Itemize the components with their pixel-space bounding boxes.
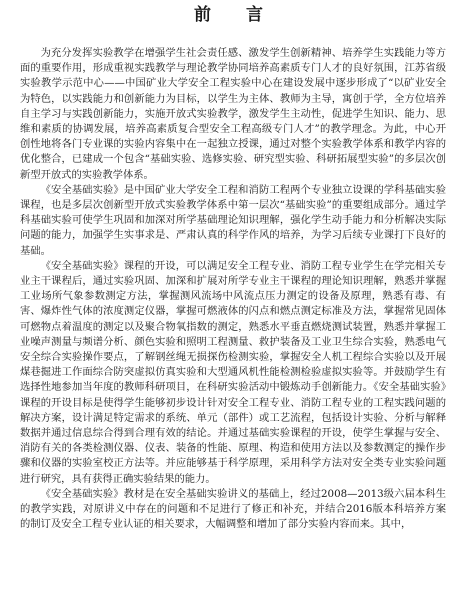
paragraph-textbook-history: 《安全基础实验》教材是在安全基础实验讲义的基础上，经过2008—2013级六届本科生的教学实践，对原讲义中存在的问题和不足进行了修正和补充，并结合2016版本科培养方案的制订及安全工程专业认证的相关要求，大幅调整和增加了部分实验内容而来。其中， (20, 487, 446, 531)
page-title: 前 言 (194, 5, 272, 25)
paragraph-course-overview: 《安全基础实验》是中国矿业大学安全工程和消防工程两个专业独立设课的学科基础实验课程，也是多层次创新型开放式实验教学体系中第一层次“基础实验”的重要组成部分。通过学科基础实验可使学生巩固和加深对所学基础理论知识理解，强化学生动手能力和分析解决实际问题的能力，加强学生实事求是、严肃认真的科学作风的培养，为学习后续专业课打下良好的基础。 (20, 183, 446, 257)
paragraph-intro: 为充分发挥实验教学在增强学生社会责任感、激发学生创新精神、培养学生实践能力等方面的重要作用，形成重视实践教学与理论教学协同培养高素质专门人才的良好氛围，江苏省级实验教学示范中心——中国矿业大学安全工程实验中心在建设发展中逐步形成了“以矿业安全为特色，以实践能力和创新能力为目标，以学生为主体、教师为主导，寓创于学，全方位培养自主学习与实践创新能力，实施开放式实验教学，激发学生主动性，促进学生知识、能力、思维和素质的协调发展，培养高素质复合型安全工程高级专门人才”的教学理念。为此，中心开创性地将各门专业课的实验内容集中在一起独立授课，通过对整个实验教学体系和教学内容的优化整合，已建成一个包含“基础实验、选修实验、研究型实验、科研拓展型实验”的多层次创新型开放式的实验教学体系。 (20, 47, 446, 181)
paragraph-course-content: 《安全基础实验》课程的开设，可以满足安全工程专业、消防工程专业学生在学完相关专业主干课程后，通过实验巩固、加深和扩展对所学专业主干课程的理论知识理解，熟悉并掌握工业场所气象参数测定方法，掌握测风流场中风流点压力测定的设备及原理，熟悉有毒、有害、爆炸性气体的浓度测定仪器，掌握可燃液体的闪点和燃点测定标准及方法，掌握常见固体可燃物点着温度的测定以及聚合物氧指数的测定，熟悉水平垂直燃烧测试装置，熟悉并掌握工业噪声测量与频谱分析、颜色实验和照明工程测量、救护装备及工业卫生综合实验，熟悉电气安全综合实验操作要点，了解钢丝绳无损探伤检测实验，掌握安全人机工程综合实验以及开展煤巷掘进工作面综合防突虚拟仿真实验和大型通风机性能检测检验虚拟实验等。并鼓励学生有选择性地参加当年度的教师科研项目，在科研实验活动中锻炼动手创新能力。《安全基础实验》课程的开设目标是使得学生能够初步设计针对安全工程专业、消防工程专业的工程实践问题的解决方案，设计满足特定需求的系统、单元（部件）或工艺流程，包括设计实验、分析与解释数据并通过信息综合得到合理有效的结论。并通过基础实验课程的开设，使学生掌握与安全、消防有关的各类检测仪器、仪表、装备的性能、原理、构造和使用方法以及参数测定的操作步骤和仪器的实验室校正方法等。并应能够基于科学原理，采用科学方法对安全类专业实验问题进行研究，具有获得正确实验结果的能力。 (20, 259, 446, 485)
